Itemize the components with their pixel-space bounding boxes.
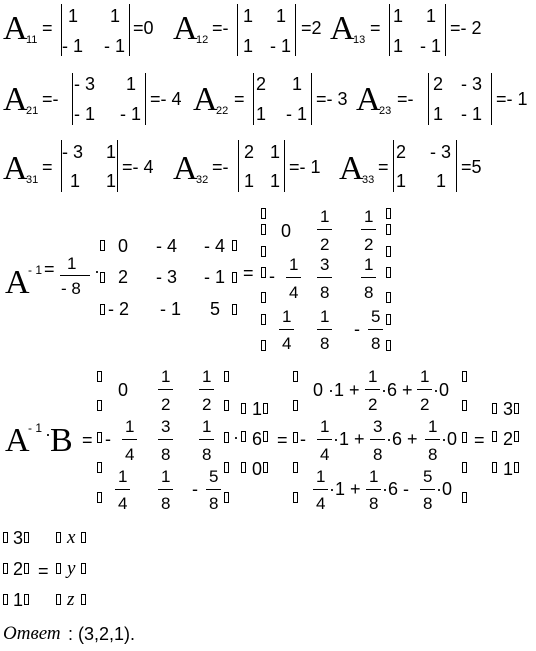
fraction-bar — [317, 277, 332, 278]
fraction-denominator: 8 — [209, 494, 219, 513]
fraction-numerator: 1 — [320, 307, 330, 326]
fraction-denominator: - 8 — [61, 279, 81, 298]
bracket-glyph — [97, 371, 102, 382]
cofactor-a31-symbol: A — [3, 150, 28, 187]
cofactor-a33-symbol: A — [339, 150, 364, 187]
cofactor-a13-subscript: 13 — [353, 34, 366, 46]
cofactor-a23-subscript: 23 — [379, 105, 392, 117]
cofactor-value: =0 — [133, 18, 154, 38]
fraction-numerator: 3 — [320, 255, 330, 274]
bracket-glyph — [293, 462, 298, 473]
fraction-numerator: 1 — [420, 367, 430, 386]
cofactor-value: =5 — [461, 157, 482, 177]
matrix-cell: - 3 — [74, 74, 96, 94]
fraction-bar — [115, 489, 130, 490]
bracket-glyph — [492, 462, 497, 473]
fraction-bar — [368, 329, 383, 330]
fraction-numerator: 1 — [118, 467, 128, 486]
matrix-cell: 1 — [126, 74, 137, 94]
minus-sign: - — [269, 266, 280, 286]
fraction-bar — [122, 439, 137, 440]
matrix-cell: 1 — [426, 6, 437, 26]
bracket-glyph — [97, 492, 102, 503]
bracket-glyph — [241, 462, 246, 473]
fraction-bar — [425, 439, 440, 440]
fraction-bar — [361, 229, 376, 230]
fraction-bar — [417, 389, 432, 390]
det-bar-right — [456, 140, 457, 192]
fraction-numerator: 1 — [161, 467, 171, 486]
matrix-cell: - 3 — [156, 267, 178, 287]
cofactor-a32-symbol: A — [173, 150, 198, 187]
det-bar-right — [311, 73, 312, 125]
matrix-cell: 1 — [68, 6, 79, 26]
bracket-glyph — [100, 272, 105, 283]
equals-sign: = — [243, 263, 254, 283]
matrix-cell: 1 — [292, 74, 303, 94]
bracket-glyph — [56, 594, 61, 605]
cofactor-a32-subscript: 32 — [196, 174, 209, 186]
equals-sign: = — [44, 259, 55, 279]
multiply-dot: · — [233, 427, 239, 447]
fraction-denominator: 4 — [320, 445, 330, 464]
fraction-denominator: 2 — [420, 395, 430, 414]
matrix-cell: - 1 — [270, 36, 292, 56]
expanded-term: ·1 + — [329, 479, 361, 499]
bracket-glyph — [100, 240, 105, 251]
fraction-denominator: 8 — [428, 445, 438, 464]
matrix-cell: - 4 — [204, 236, 226, 256]
fraction-denominator: 4 — [125, 445, 135, 464]
fraction-bar — [199, 389, 214, 390]
fraction-numerator: 1 — [202, 417, 212, 436]
bracket-glyph — [293, 400, 298, 411]
vector-b-cell: 6 — [252, 429, 263, 449]
matrix-cell: 0 — [118, 236, 129, 256]
cofactor-a31-subscript: 31 — [26, 174, 39, 186]
bracket-glyph — [56, 532, 61, 543]
fraction-denominator: 4 — [118, 494, 128, 513]
cofactor-a22-symbol: A — [193, 81, 218, 118]
bracket-glyph — [224, 462, 229, 473]
bracket-glyph — [224, 400, 229, 411]
matrix-cell: 5 — [210, 299, 221, 319]
bracket-glyph — [386, 246, 391, 257]
fraction-denominator: 4 — [316, 494, 326, 513]
fraction-numerator: 1 — [369, 467, 379, 486]
matrix-cell: - 3 — [461, 74, 483, 94]
bracket-glyph — [462, 462, 467, 473]
fraction-denominator: 2 — [368, 395, 378, 414]
expanded-term: ·6 + — [386, 429, 418, 449]
fraction-bar — [361, 277, 376, 278]
bracket-glyph — [514, 431, 519, 442]
bracket-glyph — [232, 240, 237, 251]
expanded-term: ·6 + — [381, 380, 413, 400]
bracket-glyph — [386, 340, 391, 351]
minus-sign: - — [192, 479, 203, 499]
multiply-dot: · — [45, 424, 51, 444]
answer-label: Ответ — [3, 623, 61, 644]
fraction-denominator: 2 — [161, 395, 171, 414]
fraction-bar — [365, 389, 380, 390]
equals-sign: = — [378, 157, 389, 177]
fraction-numerator: 1 — [316, 467, 326, 486]
bracket-glyph — [97, 400, 102, 411]
result-cell: 1 — [503, 459, 514, 479]
inverse-superscript: - 1 — [28, 263, 43, 277]
matrix-cell: 1 — [106, 171, 117, 191]
cofactor-a21-symbol: A — [3, 81, 28, 118]
fraction-denominator: 8 — [373, 445, 383, 464]
equals-sign: = — [42, 157, 53, 177]
matrix-cell: 1 — [436, 171, 447, 191]
bracket-glyph — [492, 431, 497, 442]
fraction-numerator: 1 — [364, 207, 374, 226]
bracket-glyph — [263, 431, 268, 442]
bracket-glyph — [386, 267, 391, 278]
matrix-cell: 1 — [393, 6, 404, 26]
bracket-glyph — [224, 371, 229, 382]
fraction-numerator: 1 — [67, 254, 77, 273]
minus-sign: - — [300, 429, 311, 449]
bracket-glyph — [261, 224, 266, 235]
fraction-bar — [370, 439, 385, 440]
equals-sign: = — [38, 561, 49, 581]
fraction-numerator: 1 — [282, 307, 292, 326]
matrix-cell: 1 — [256, 104, 267, 124]
fraction-bar — [317, 329, 332, 330]
matrix-cell: 1 — [243, 36, 254, 56]
fraction-denominator: 8 — [320, 283, 330, 302]
bracket-glyph — [24, 532, 29, 543]
fraction-numerator: 1 — [289, 255, 299, 274]
fraction-bar — [286, 277, 301, 278]
bracket-glyph — [263, 403, 268, 414]
fraction-numerator: 5 — [209, 467, 219, 486]
matrix-cell: 0 — [118, 380, 129, 400]
bracket-glyph — [261, 267, 266, 278]
bracket-glyph — [386, 224, 391, 235]
bracket-glyph — [293, 371, 298, 382]
vector-b-cell: 1 — [252, 399, 263, 419]
equals-sign: = — [82, 430, 93, 450]
bracket-glyph — [514, 462, 519, 473]
matrix-cell: - 1 — [286, 104, 308, 124]
fraction-denominator: 2 — [202, 395, 212, 414]
matrix-cell: 2 — [396, 142, 407, 162]
fraction-numerator: 1 — [428, 417, 438, 436]
matrix-cell: 1 — [393, 36, 404, 56]
bracket-glyph — [261, 340, 266, 351]
bracket-glyph — [293, 492, 298, 503]
det-bar-right — [145, 73, 146, 125]
bracket-glyph — [293, 432, 298, 443]
cofactor-value: =- 1 — [496, 89, 528, 109]
expanded-term: ·0 — [433, 380, 450, 400]
equals-sign: =- — [212, 157, 229, 177]
det-bar-left — [428, 73, 429, 125]
cofactor-value: =- 4 — [122, 157, 154, 177]
bracket-glyph — [224, 492, 229, 503]
det-bar-left — [238, 140, 239, 192]
matrix-cell: - 4 — [156, 236, 178, 256]
fraction-denominator: 8 — [364, 283, 374, 302]
bracket-glyph — [232, 272, 237, 283]
fraction-denominator: 8 — [423, 494, 433, 513]
bracket-glyph — [81, 563, 86, 574]
expanded-term: 0 ·1 + — [313, 380, 360, 400]
bracket-glyph — [386, 208, 391, 219]
cofactor-a11-symbol: A — [3, 10, 28, 47]
fraction-denominator: 4 — [289, 283, 299, 302]
fraction-denominator: 2 — [320, 235, 330, 254]
det-bar-left — [237, 4, 238, 56]
system-lhs-cell: 1 — [13, 590, 24, 610]
matrix-cell: 0 — [281, 221, 292, 241]
bracket-glyph — [100, 304, 105, 315]
fraction-denominator: 8 — [202, 445, 212, 464]
bracket-glyph — [56, 563, 61, 574]
product-lhs-a: A — [5, 422, 30, 459]
matrix-cell: 1 — [110, 6, 121, 26]
bracket-glyph — [241, 431, 246, 442]
expanded-term: ·0 — [441, 429, 458, 449]
fraction-bar — [317, 229, 332, 230]
system-lhs-cell: 3 — [13, 528, 24, 548]
expanded-term: ·6 - — [382, 479, 409, 499]
bracket-glyph — [3, 563, 8, 574]
matrix-cell: 1 — [396, 171, 407, 191]
bracket-glyph — [3, 532, 8, 543]
bracket-glyph — [261, 246, 266, 257]
minus-sign: - — [105, 429, 116, 449]
bracket-glyph — [81, 594, 86, 605]
system-rhs-cell: y — [67, 558, 76, 579]
bracket-glyph — [224, 432, 229, 443]
answer-value: : (3,2,1). — [68, 624, 136, 644]
bracket-glyph — [261, 314, 266, 325]
fraction-denominator: 8 — [369, 494, 379, 513]
fraction-numerator: 5 — [423, 467, 433, 486]
cofactor-value: =2 — [301, 18, 322, 38]
bracket-glyph — [97, 432, 102, 443]
fraction-denominator: 8 — [161, 494, 171, 513]
matrix-cell: 1 — [276, 6, 287, 26]
system-rhs-cell: x — [67, 527, 76, 548]
bracket-glyph — [462, 492, 467, 503]
bracket-glyph — [386, 314, 391, 325]
fraction-denominator: 4 — [282, 334, 292, 353]
equals-sign: = — [42, 18, 53, 38]
fraction-numerator: 1 — [202, 367, 212, 386]
matrix-cell: - 1 — [120, 104, 142, 124]
bracket-glyph — [232, 304, 237, 315]
equals-sign: =- — [397, 89, 414, 109]
matrix-cell: 2 — [256, 74, 267, 94]
det-bar-right — [445, 4, 446, 56]
equals-sign: = — [277, 430, 288, 450]
matrix-cell: 1 — [433, 104, 444, 124]
bracket-glyph — [81, 532, 86, 543]
matrix-cell: - 1 — [204, 267, 226, 287]
matrix-cell: 1 — [106, 142, 117, 162]
matrix-cell: - 1 — [62, 36, 84, 56]
equals-sign: =- — [42, 89, 59, 109]
result-cell: 2 — [503, 429, 514, 449]
fraction-numerator: 5 — [371, 307, 381, 326]
det-bar-right — [129, 4, 130, 56]
bracket-glyph — [241, 403, 246, 414]
inverse-superscript: - 1 — [28, 421, 43, 435]
cofactor-a11-subscript: 11 — [26, 34, 38, 46]
fraction-bar — [158, 439, 173, 440]
fraction-bar — [313, 489, 328, 490]
cofactor-a13-symbol: A — [330, 10, 355, 47]
fraction-numerator: 1 — [320, 207, 330, 226]
bracket-glyph — [462, 432, 467, 443]
vector-b-cell: 0 — [252, 459, 263, 479]
equals-sign: = — [234, 89, 245, 109]
system-rhs-cell: z — [67, 589, 75, 610]
fraction-numerator: 1 — [364, 255, 374, 274]
fraction-bar — [199, 439, 214, 440]
matrix-cell: - 1 — [461, 104, 483, 124]
bracket-glyph — [97, 462, 102, 473]
minus-sign: - — [354, 319, 365, 339]
matrix-cell: - 1 — [420, 36, 442, 56]
matrix-cell: 1 — [270, 142, 281, 162]
system-lhs-cell: 2 — [13, 559, 24, 579]
det-bar-left — [389, 4, 390, 56]
bracket-glyph — [386, 292, 391, 303]
matrix-cell: - 3 — [62, 142, 84, 162]
fraction-bar — [317, 439, 332, 440]
fraction-bar — [366, 489, 381, 490]
equals-sign: = — [474, 430, 485, 450]
det-bar-left — [72, 73, 73, 125]
fraction-denominator: 2 — [364, 235, 374, 254]
fraction-numerator: 1 — [161, 367, 171, 386]
det-bar-right — [117, 140, 118, 192]
fraction-numerator: 3 — [373, 417, 383, 436]
bracket-glyph — [24, 594, 29, 605]
fraction-numerator: 1 — [320, 417, 330, 436]
cofactor-value: =- 3 — [316, 89, 348, 109]
bracket-glyph — [3, 594, 8, 605]
bracket-glyph — [492, 403, 497, 414]
bracket-glyph — [462, 371, 467, 382]
bracket-glyph — [514, 403, 519, 414]
matrix-cell: 1 — [243, 6, 254, 26]
matrix-cell: - 1 — [74, 104, 96, 124]
fraction-bar — [279, 329, 294, 330]
result-cell: 3 — [503, 399, 514, 419]
expanded-term: ·1 + — [333, 429, 365, 449]
bracket-glyph — [462, 400, 467, 411]
fraction-bar — [206, 489, 221, 490]
bracket-glyph — [261, 292, 266, 303]
cofactor-value: =- 4 — [150, 89, 182, 109]
bracket-glyph — [24, 563, 29, 574]
fraction-numerator: 1 — [125, 417, 135, 436]
matrix-cell: 2 — [433, 74, 444, 94]
cofactor-a22-subscript: 22 — [216, 105, 229, 117]
equals-sign: =- — [212, 18, 229, 38]
det-bar-right — [284, 140, 285, 192]
product-lhs-b: B — [50, 422, 73, 459]
matrix-cell: 1 — [70, 171, 81, 191]
cofactor-a21-subscript: 21 — [26, 105, 39, 117]
matrix-cell: 2 — [244, 142, 255, 162]
det-bar-left — [253, 73, 254, 125]
cofactor-a12-symbol: A — [173, 10, 198, 47]
matrix-cell: - 1 — [104, 36, 126, 56]
bracket-glyph — [261, 208, 266, 219]
equals-sign: = — [370, 18, 381, 38]
cofactor-value: =- 2 — [450, 18, 482, 38]
fraction-denominator: 8 — [320, 334, 330, 353]
fraction-bar — [158, 389, 173, 390]
cofactor-a33-subscript: 33 — [362, 174, 375, 186]
multiply-dot: · — [94, 261, 100, 281]
fraction-bar — [420, 489, 435, 490]
matrix-cell: 1 — [270, 171, 281, 191]
matrix-cell: - 2 — [108, 299, 130, 319]
fraction-denominator: 8 — [371, 334, 381, 353]
matrix-cell: 1 — [244, 171, 255, 191]
cofactor-a23-symbol: A — [356, 81, 381, 118]
expanded-term: ·0 — [436, 479, 453, 499]
det-bar-left — [393, 140, 394, 192]
fraction-denominator: 8 — [161, 445, 171, 464]
fraction-numerator: 1 — [368, 367, 378, 386]
fraction-bar — [60, 275, 90, 276]
det-bar-right — [295, 4, 296, 56]
cofactor-value: =- 1 — [289, 157, 321, 177]
bracket-glyph — [263, 462, 268, 473]
matrix-cell: - 1 — [160, 299, 182, 319]
det-bar-right — [491, 73, 492, 125]
matrix-cell: - 3 — [430, 142, 452, 162]
inverse-lhs-symbol: A — [5, 264, 30, 301]
matrix-cell: 2 — [118, 267, 129, 287]
fraction-bar — [158, 489, 173, 490]
fraction-numerator: 3 — [161, 417, 171, 436]
cofactor-a12-subscript: 12 — [196, 34, 209, 46]
